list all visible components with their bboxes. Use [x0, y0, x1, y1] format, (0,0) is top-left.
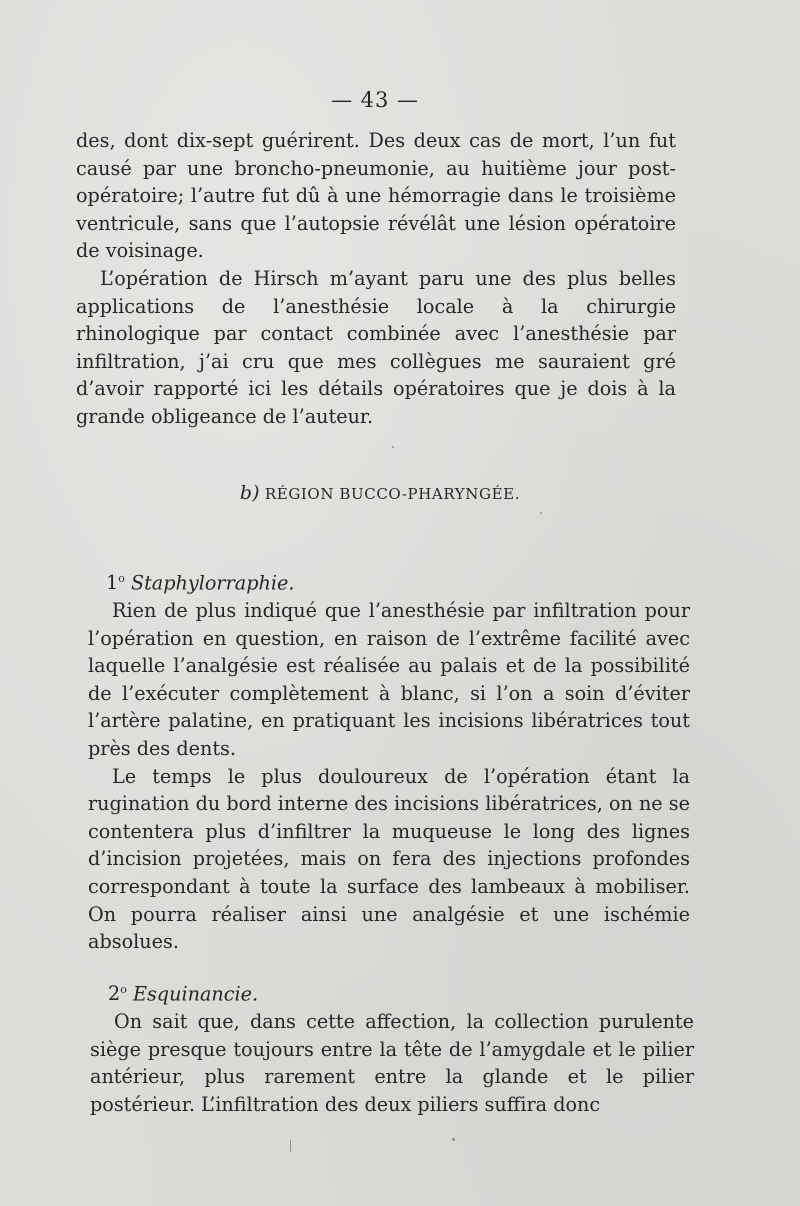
paragraph: L’opération de Hirsch m’ayant paru une des plus belles applications de l’anesthésie locale à la chirurgie rhinologique par contact combinée avec l’anesthésie par infiltration, j’ai cru que mes collègues me sauraient gré d’avoir rapporté ici les détails opératoires que je dois à la grande obligeance de l’auteur. — [76, 266, 676, 428]
subsection-staphylorraphie — [88, 565, 690, 956]
paragraph: des, dont dix-sept guérirent. Des deux cas de mort, l’un fut causé par une broncho-pneumonie, au huitième jour post-opératoire; l’autre fut dû à une hémorragie dans le troisième ventricule, sans que l’autopsie révélât une lésion opératoire de voisinage. — [76, 129, 676, 263]
paper-speck — [392, 446, 394, 448]
section-letter: b) — [239, 482, 260, 504]
subsection-ordinal: o — [120, 983, 127, 996]
paper-speck — [540, 512, 542, 514]
paragraph: Le temps le plus douloureux de l’opération étant la rugination du bord interne des incisions libératrices, on ne se contentera plus d’infiltrer la muqueuse le long des lignes d’incision projetées, mais on fera des injections profondes correspondant à toute la surface des lambeaux à mobiliser. On pourra réaliser ainsi une analgésie et une ischémie absolues. — [88, 764, 690, 954]
paper-speck — [290, 1140, 291, 1152]
paragraph: Rien de plus indiqué que l’anesthésie par infiltration pour l’opération en question, en raison de l’extrême facilité avec laquelle l’analgésie est réalisée au palais et de la possibilité de l’exécuter complètement à blanc, si l’on a soin d’éviter l’artère palatine, en pratiquant les incisions libératrices tout près des dents. — [88, 598, 690, 760]
subsection-heading — [90, 976, 694, 1008]
subsection-esquinancie — [90, 976, 694, 1118]
subsection-heading — [88, 565, 690, 597]
page-number: — 43 — — [330, 88, 420, 112]
top-text-block — [76, 127, 676, 431]
section-heading — [0, 482, 760, 504]
paragraph: On sait que, dans cette affection, la collection purulente siège presque toujours entre la tête de l’amygdale et le pilier antérieur, plus rarement entre la glande et le pilier postérieur. L’infiltration des deux piliers suffira donc — [90, 1009, 694, 1116]
subsection-title: Staphylorraphie. — [130, 571, 295, 595]
subsection-number: 2 — [108, 982, 121, 1006]
subsection-number: 1 — [106, 571, 119, 595]
subsection-ordinal: o — [118, 572, 125, 585]
paper-speck — [452, 1138, 455, 1141]
section-title: RÉGION BUCCO-PHARYNGÉE. — [264, 485, 521, 503]
subsection-title: Esquinancie. — [132, 982, 259, 1006]
